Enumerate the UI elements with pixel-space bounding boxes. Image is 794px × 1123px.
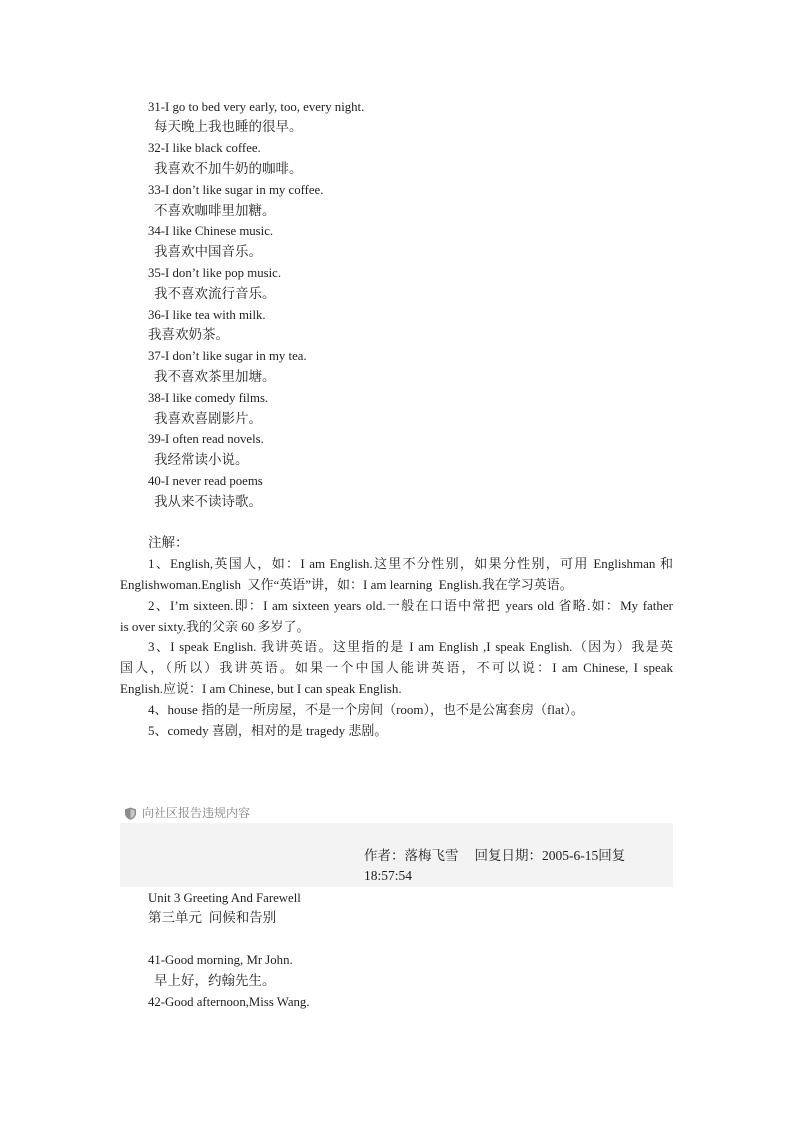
report-violation-label[interactable]: 向社区报告违规内容 <box>142 806 251 820</box>
sentence-en: 42-Good afternoon,Miss Wang. <box>148 994 310 1009</box>
sentence-en: 32-I like black coffee. <box>148 141 261 156</box>
note-item-5 <box>120 721 673 742</box>
report-violation-link[interactable] <box>124 804 250 822</box>
note-line: 4、house 指的是一所房屋，不是一个房间（room），也不是公寓套房（flat）。 <box>148 701 584 717</box>
sentence-zh: 每天晚上我也睡的很早。 <box>154 119 303 135</box>
note-line: 5、comedy 喜剧，相对的是 tragedy 悲剧。 <box>148 722 388 738</box>
note-line: is over sixty.我的父亲 60 多岁了。 <box>120 618 310 634</box>
sentence-list <box>0 97 794 742</box>
notes-heading: 注解： <box>148 535 189 551</box>
note-line: Englishwoman.English 又作“英语”讲，如：I am learning English.我在学习英语。 <box>120 576 573 592</box>
shield-icon[interactable] <box>124 807 137 820</box>
sentence-zh: 早上好，约翰先生。 <box>154 972 276 988</box>
note-item-2 <box>120 596 673 638</box>
reply-meta-line <box>364 846 625 867</box>
sentence-en: 33-I don’t like sugar in my coffee. <box>148 182 324 197</box>
sentence-en: 41-Good morning, Mr John. <box>148 952 293 967</box>
unit-title-zh: 第三单元 问候和告别 <box>148 910 277 926</box>
sentence-zh: 我喜欢中国音乐。 <box>154 244 262 260</box>
reply-time: 18:57:54 <box>364 868 413 884</box>
unit-title-en: Unit 3 Greeting And Farewell <box>148 890 301 905</box>
sentence-zh: 我喜欢喜剧影片。 <box>154 410 262 426</box>
sentence-zh: 我喜欢不加牛奶的咖啡。 <box>154 160 303 176</box>
reply-header <box>120 823 673 887</box>
note-item-3 <box>120 637 673 699</box>
sentence-en: 37-I don’t like sugar in my tea. <box>148 349 307 364</box>
sentence-en: 31-I go to bed very early, too, every night. <box>148 99 365 114</box>
sentence-en: 36-I like tea with milk. <box>148 307 266 322</box>
spacer <box>0 929 794 950</box>
sentence-zh: 不喜欢咖啡里加糖。 <box>154 202 276 218</box>
note-line: 1、English,英国人，如：I am English.这里不分性别，如果分性别，可用 Englishman 和 <box>148 556 673 572</box>
sentence-zh: 我喜欢奶茶。 <box>148 327 229 343</box>
note-line: English.应说：I am Chinese, but I can speak English. <box>120 680 402 696</box>
note-line: 2、I’m sixteen.即：I am sixteen years old.一般在口语中常把 years old 省略.如：My father <box>148 597 673 613</box>
note-line: 国人，（所以）我讲英语。如果一个中国人能讲英语，不可以说：I am Chinese, I speak <box>120 660 673 676</box>
reply-body <box>0 888 794 1013</box>
note-item-4 <box>120 700 673 721</box>
sentence-en: 40-I never read poems <box>148 473 263 488</box>
reply-meta <box>364 846 625 888</box>
sentence-zh: 我从来不读诗歌。 <box>154 493 262 509</box>
reply-author: 作者：落梅飞雪 <box>364 847 459 863</box>
spacer <box>0 513 794 534</box>
note-line: 3、I speak English. 我讲英语。这里指的是 I am English ,I speak English.（因为）我是英 <box>148 639 673 655</box>
sentence-zh: 我经常读小说。 <box>154 452 249 468</box>
sentence-en: 35-I don’t like pop music. <box>148 265 282 280</box>
sentence-zh: 我不喜欢流行音乐。 <box>154 285 276 301</box>
sentence-en: 39-I often read novels. <box>148 432 264 447</box>
note-item-1 <box>120 554 673 596</box>
reply-date: 回复日期：2005-6-15回复 <box>474 847 626 863</box>
sentence-en: 38-I like comedy films. <box>148 390 269 405</box>
sentence-zh: 我不喜欢茶里加塘。 <box>154 368 276 384</box>
sentence-en: 34-I like Chinese music. <box>148 224 274 239</box>
